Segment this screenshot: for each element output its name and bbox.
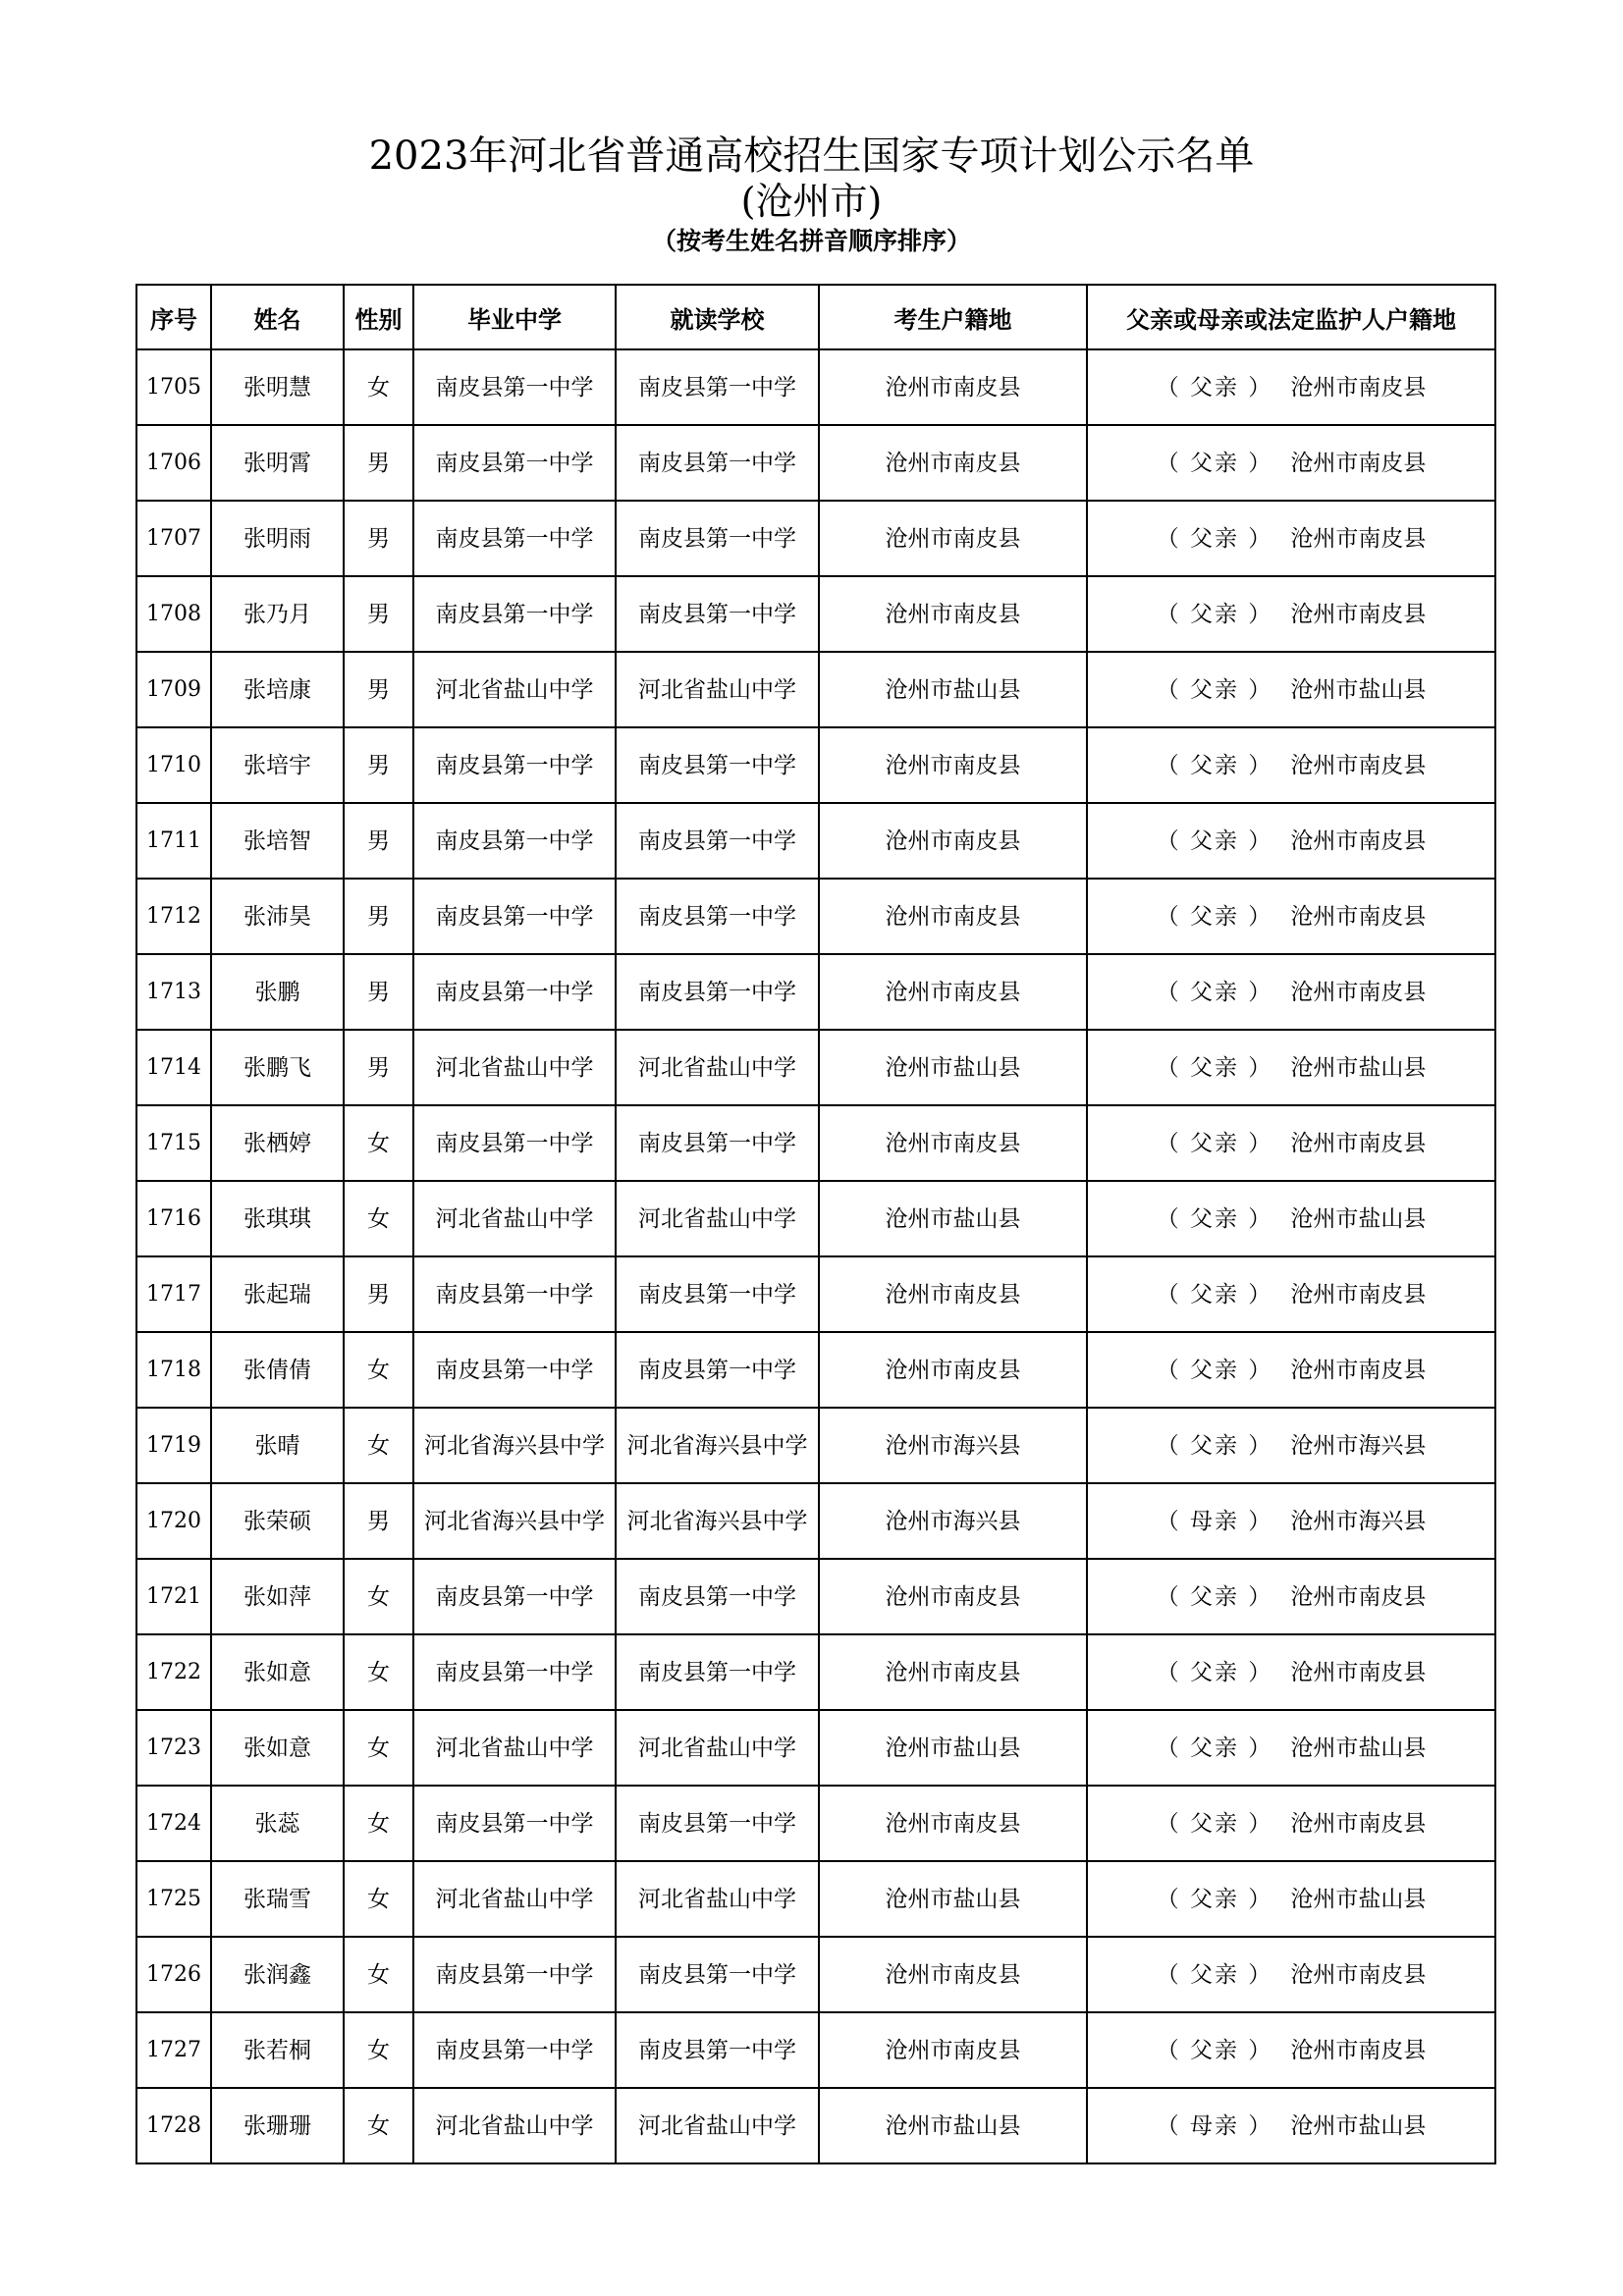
cell-name: 张倩倩	[211, 1332, 344, 1408]
cell-name: 张栖婷	[211, 1105, 344, 1181]
guardian-place: 沧州市南皮县	[1290, 450, 1427, 476]
cell-residence: 沧州市南皮县	[819, 879, 1087, 954]
cell-current-school: 南皮县第一中学	[616, 954, 819, 1030]
cell-residence: 沧州市南皮县	[819, 1559, 1087, 1634]
table-row	[136, 803, 1495, 879]
cell-residence: 沧州市南皮县	[819, 349, 1087, 425]
cell-current-school: 南皮县第一中学	[616, 501, 819, 576]
cell-guardian-residence	[1087, 954, 1495, 1030]
cell-name: 张明慧	[211, 349, 344, 425]
table-row	[136, 1937, 1495, 2012]
cell-name: 张如萍	[211, 1559, 344, 1634]
cell-residence: 沧州市南皮县	[819, 803, 1087, 879]
cell-grad-school: 南皮县第一中学	[413, 1332, 616, 1408]
cell-guardian-residence	[1087, 349, 1495, 425]
guardian-place: 沧州市海兴县	[1290, 1508, 1427, 1534]
guardian-place: 沧州市南皮县	[1290, 525, 1427, 552]
cell-grad-school: 南皮县第一中学	[413, 1256, 616, 1332]
cell-guardian-residence	[1087, 727, 1495, 803]
guardian-place: 沧州市南皮县	[1290, 1659, 1427, 1685]
table-row	[136, 1861, 1495, 1937]
cell-seq: 1724	[136, 1786, 211, 1861]
cell-current-school: 南皮县第一中学	[616, 879, 819, 954]
cell-seq: 1726	[136, 1937, 211, 2012]
cell-gender: 女	[344, 1710, 413, 1786]
cell-name: 张蕊	[211, 1786, 344, 1861]
cell-seq: 1711	[136, 803, 211, 879]
cell-current-school: 河北省盐山中学	[616, 652, 819, 727]
cell-guardian-residence	[1087, 879, 1495, 954]
cell-guardian-residence	[1087, 1861, 1495, 1937]
cell-guardian-residence	[1087, 1030, 1495, 1105]
table-row	[136, 954, 1495, 1030]
guardian-place: 沧州市南皮县	[1290, 2037, 1427, 2063]
cell-grad-school: 河北省盐山中学	[413, 1710, 616, 1786]
cell-gender: 男	[344, 652, 413, 727]
header-gender: 性别	[344, 285, 413, 349]
cell-gender: 男	[344, 727, 413, 803]
cell-gender: 女	[344, 1861, 413, 1937]
cell-guardian-residence	[1087, 576, 1495, 652]
cell-name: 张若桐	[211, 2012, 344, 2088]
table-row	[136, 727, 1495, 803]
cell-seq: 1708	[136, 576, 211, 652]
guardian-place: 沧州市南皮县	[1290, 1130, 1427, 1156]
cell-residence: 沧州市盐山县	[819, 1030, 1087, 1105]
cell-guardian-residence	[1087, 1408, 1495, 1483]
cell-name: 张鹏飞	[211, 1030, 344, 1105]
cell-current-school: 南皮县第一中学	[616, 803, 819, 879]
table-row	[136, 1105, 1495, 1181]
cell-residence: 沧州市盐山县	[819, 2088, 1087, 2163]
cell-guardian-residence	[1087, 1332, 1495, 1408]
cell-grad-school: 南皮县第一中学	[413, 1559, 616, 1634]
cell-grad-school: 南皮县第一中学	[413, 1786, 616, 1861]
header-current-school: 就读学校	[616, 285, 819, 349]
cell-residence: 沧州市盐山县	[819, 1710, 1087, 1786]
cell-grad-school: 南皮县第一中学	[413, 727, 616, 803]
cell-residence: 沧州市南皮县	[819, 425, 1087, 501]
cell-grad-school: 南皮县第一中学	[413, 1937, 616, 2012]
cell-current-school: 南皮县第一中学	[616, 1559, 819, 1634]
guardian-relation: （ 父亲 ）	[1156, 1810, 1273, 1837]
cell-gender: 女	[344, 2088, 413, 2163]
guardian-place: 沧州市盐山县	[1290, 676, 1427, 703]
cell-current-school: 南皮县第一中学	[616, 1105, 819, 1181]
table-row	[136, 1634, 1495, 1710]
cell-name: 张晴	[211, 1408, 344, 1483]
cell-current-school: 南皮县第一中学	[616, 1256, 819, 1332]
cell-guardian-residence	[1087, 1483, 1495, 1559]
cell-grad-school: 河北省盐山中学	[413, 1030, 616, 1105]
guardian-place: 沧州市南皮县	[1290, 828, 1427, 854]
guardian-place: 沧州市南皮县	[1290, 979, 1427, 1005]
cell-seq: 1721	[136, 1559, 211, 1634]
cell-current-school: 南皮县第一中学	[616, 727, 819, 803]
guardian-relation: （ 父亲 ）	[1156, 1281, 1273, 1308]
cell-seq: 1712	[136, 879, 211, 954]
cell-gender: 女	[344, 1408, 413, 1483]
cell-name: 张鹏	[211, 954, 344, 1030]
cell-seq: 1706	[136, 425, 211, 501]
guardian-place: 沧州市南皮县	[1290, 374, 1427, 400]
cell-seq: 1710	[136, 727, 211, 803]
cell-guardian-residence	[1087, 652, 1495, 727]
guardian-relation: （ 母亲 ）	[1156, 1508, 1273, 1534]
cell-name: 张如意	[211, 1634, 344, 1710]
cell-gender: 男	[344, 425, 413, 501]
cell-residence: 沧州市南皮县	[819, 1256, 1087, 1332]
cell-gender: 男	[344, 1256, 413, 1332]
cell-seq: 1720	[136, 1483, 211, 1559]
cell-residence: 沧州市南皮县	[819, 501, 1087, 576]
cell-residence: 沧州市南皮县	[819, 954, 1087, 1030]
cell-current-school: 河北省盐山中学	[616, 1710, 819, 1786]
cell-name: 张荣硕	[211, 1483, 344, 1559]
table-row	[136, 349, 1495, 425]
table-row	[136, 652, 1495, 727]
cell-grad-school: 南皮县第一中学	[413, 2012, 616, 2088]
cell-current-school: 河北省海兴县中学	[616, 1483, 819, 1559]
header-grad-school: 毕业中学	[413, 285, 616, 349]
guardian-relation: （ 父亲 ）	[1156, 1583, 1273, 1610]
cell-seq: 1717	[136, 1256, 211, 1332]
cell-current-school: 河北省盐山中学	[616, 1181, 819, 1256]
guardian-relation: （ 父亲 ）	[1156, 752, 1273, 778]
table-row	[136, 2088, 1495, 2163]
cell-guardian-residence	[1087, 425, 1495, 501]
cell-residence: 沧州市南皮县	[819, 1786, 1087, 1861]
cell-current-school: 南皮县第一中学	[616, 576, 819, 652]
cell-guardian-residence	[1087, 1786, 1495, 1861]
guardian-relation: （ 父亲 ）	[1156, 2037, 1273, 2063]
guardian-relation: （ 父亲 ）	[1156, 828, 1273, 854]
cell-guardian-residence	[1087, 1710, 1495, 1786]
table-row	[136, 879, 1495, 954]
table-row	[136, 1408, 1495, 1483]
cell-grad-school: 南皮县第一中学	[413, 576, 616, 652]
cell-grad-school: 河北省海兴县中学	[413, 1408, 616, 1483]
cell-seq: 1707	[136, 501, 211, 576]
cell-guardian-residence	[1087, 1181, 1495, 1256]
cell-name: 张明霄	[211, 425, 344, 501]
cell-gender: 男	[344, 879, 413, 954]
cell-current-school: 南皮县第一中学	[616, 1786, 819, 1861]
cell-gender: 男	[344, 501, 413, 576]
cell-grad-school: 南皮县第一中学	[413, 1105, 616, 1181]
cell-current-school: 南皮县第一中学	[616, 425, 819, 501]
cell-residence: 沧州市南皮县	[819, 1105, 1087, 1181]
cell-seq: 1705	[136, 349, 211, 425]
cell-name: 张培康	[211, 652, 344, 727]
guardian-relation: （ 父亲 ）	[1156, 450, 1273, 476]
document-title: 2023年河北省普通高校招生国家专项计划公示名单	[368, 133, 1255, 179]
header-seq: 序号	[136, 285, 211, 349]
table-row	[136, 1181, 1495, 1256]
cell-name: 张乃月	[211, 576, 344, 652]
guardian-relation: （ 父亲 ）	[1156, 1130, 1273, 1156]
cell-grad-school: 河北省海兴县中学	[413, 1483, 616, 1559]
cell-seq: 1719	[136, 1408, 211, 1483]
cell-gender: 女	[344, 1181, 413, 1256]
guardian-place: 沧州市海兴县	[1290, 1432, 1427, 1459]
table-row	[136, 425, 1495, 501]
cell-name: 张润鑫	[211, 1937, 344, 2012]
cell-current-school: 南皮县第一中学	[616, 1937, 819, 2012]
cell-seq: 1715	[136, 1105, 211, 1181]
cell-residence: 沧州市海兴县	[819, 1408, 1087, 1483]
table-row	[136, 1332, 1495, 1408]
cell-current-school: 河北省盐山中学	[616, 1861, 819, 1937]
cell-gender: 男	[344, 954, 413, 1030]
guardian-relation: （ 父亲 ）	[1156, 903, 1273, 930]
cell-grad-school: 南皮县第一中学	[413, 879, 616, 954]
cell-current-school: 河北省盐山中学	[616, 1030, 819, 1105]
cell-guardian-residence	[1087, 1559, 1495, 1634]
cell-name: 张珊珊	[211, 2088, 344, 2163]
guardian-relation: （ 父亲 ）	[1156, 1054, 1273, 1081]
guardian-place: 沧州市南皮县	[1290, 752, 1427, 778]
cell-residence: 沧州市盐山县	[819, 1861, 1087, 1937]
cell-grad-school: 河北省盐山中学	[413, 652, 616, 727]
cell-guardian-residence	[1087, 1256, 1495, 1332]
cell-name: 张培智	[211, 803, 344, 879]
cell-grad-school: 南皮县第一中学	[413, 954, 616, 1030]
guardian-relation: （ 母亲 ）	[1156, 2112, 1273, 2139]
cell-gender: 女	[344, 1105, 413, 1181]
cell-current-school: 南皮县第一中学	[616, 2012, 819, 2088]
cell-seq: 1723	[136, 1710, 211, 1786]
guardian-place: 沧州市盐山县	[1290, 1735, 1427, 1761]
cell-current-school: 南皮县第一中学	[616, 1332, 819, 1408]
cell-guardian-residence	[1087, 1634, 1495, 1710]
cell-residence: 沧州市南皮县	[819, 1937, 1087, 2012]
cell-residence: 沧州市盐山县	[819, 652, 1087, 727]
header-residence: 考生户籍地	[819, 285, 1087, 349]
guardian-place: 沧州市盐山县	[1290, 1205, 1427, 1232]
cell-name: 张明雨	[211, 501, 344, 576]
cell-gender: 女	[344, 2012, 413, 2088]
cell-name: 张培宇	[211, 727, 344, 803]
cell-residence: 沧州市南皮县	[819, 1634, 1087, 1710]
guardian-relation: （ 父亲 ）	[1156, 1961, 1273, 1988]
cell-seq: 1728	[136, 2088, 211, 2163]
cell-grad-school: 南皮县第一中学	[413, 803, 616, 879]
cell-guardian-residence	[1087, 1937, 1495, 2012]
cell-seq: 1716	[136, 1181, 211, 1256]
roster-table	[135, 284, 1496, 2164]
guardian-relation: （ 父亲 ）	[1156, 1659, 1273, 1685]
guardian-relation: （ 父亲 ）	[1156, 1735, 1273, 1761]
table-row	[136, 1559, 1495, 1634]
cell-seq: 1727	[136, 2012, 211, 2088]
cell-current-school: 南皮县第一中学	[616, 349, 819, 425]
cell-gender: 女	[344, 1634, 413, 1710]
guardian-relation: （ 父亲 ）	[1156, 676, 1273, 703]
document-subtitle: (沧州市)	[740, 180, 883, 223]
table-row	[136, 1710, 1495, 1786]
cell-gender: 男	[344, 576, 413, 652]
guardian-relation: （ 父亲 ）	[1156, 1205, 1273, 1232]
table-row	[136, 501, 1495, 576]
cell-name: 张起瑞	[211, 1256, 344, 1332]
guardian-place: 沧州市南皮县	[1290, 1810, 1427, 1837]
guardian-relation: （ 父亲 ）	[1156, 1886, 1273, 1912]
guardian-place: 沧州市南皮县	[1290, 1357, 1427, 1383]
table-row	[136, 2012, 1495, 2088]
cell-gender: 女	[344, 1937, 413, 2012]
cell-current-school: 河北省盐山中学	[616, 2088, 819, 2163]
table-row	[136, 1256, 1495, 1332]
table-row	[136, 1483, 1495, 1559]
cell-name: 张琪琪	[211, 1181, 344, 1256]
header-name: 姓名	[211, 285, 344, 349]
cell-gender: 女	[344, 1559, 413, 1634]
table-row	[136, 1030, 1495, 1105]
cell-residence: 沧州市南皮县	[819, 727, 1087, 803]
header-guardian-residence: 父亲或母亲或法定监护人户籍地	[1087, 285, 1495, 349]
cell-residence: 沧州市南皮县	[819, 2012, 1087, 2088]
cell-residence: 沧州市盐山县	[819, 1181, 1087, 1256]
cell-name: 张沛昊	[211, 879, 344, 954]
cell-grad-school: 南皮县第一中学	[413, 349, 616, 425]
cell-seq: 1709	[136, 652, 211, 727]
cell-name: 张瑞雪	[211, 1861, 344, 1937]
cell-grad-school: 南皮县第一中学	[413, 501, 616, 576]
cell-current-school: 河北省海兴县中学	[616, 1408, 819, 1483]
cell-grad-school: 河北省盐山中学	[413, 1861, 616, 1937]
cell-gender: 女	[344, 1332, 413, 1408]
guardian-place: 沧州市南皮县	[1290, 903, 1427, 930]
guardian-relation: （ 父亲 ）	[1156, 601, 1273, 627]
cell-residence: 沧州市海兴县	[819, 1483, 1087, 1559]
cell-name: 张如意	[211, 1710, 344, 1786]
guardian-place: 沧州市南皮县	[1290, 1583, 1427, 1610]
guardian-place: 沧州市盐山县	[1290, 2112, 1427, 2139]
cell-seq: 1718	[136, 1332, 211, 1408]
cell-guardian-residence	[1087, 2012, 1495, 2088]
guardian-relation: （ 父亲 ）	[1156, 525, 1273, 552]
cell-guardian-residence	[1087, 2088, 1495, 2163]
sort-note: （按考生姓名拼音顺序排序）	[651, 227, 971, 255]
guardian-relation: （ 父亲 ）	[1156, 1357, 1273, 1383]
cell-guardian-residence	[1087, 501, 1495, 576]
cell-residence: 沧州市南皮县	[819, 576, 1087, 652]
guardian-place: 沧州市南皮县	[1290, 1281, 1427, 1308]
cell-residence: 沧州市南皮县	[819, 1332, 1087, 1408]
guardian-place: 沧州市盐山县	[1290, 1886, 1427, 1912]
table-header-row	[136, 285, 1495, 349]
cell-seq: 1725	[136, 1861, 211, 1937]
cell-guardian-residence	[1087, 1105, 1495, 1181]
cell-grad-school: 南皮县第一中学	[413, 1634, 616, 1710]
cell-current-school: 南皮县第一中学	[616, 1634, 819, 1710]
cell-guardian-residence	[1087, 803, 1495, 879]
guardian-place: 沧州市盐山县	[1290, 1054, 1427, 1081]
table-row	[136, 576, 1495, 652]
cell-seq: 1714	[136, 1030, 211, 1105]
cell-gender: 男	[344, 1483, 413, 1559]
cell-gender: 男	[344, 1030, 413, 1105]
cell-grad-school: 南皮县第一中学	[413, 425, 616, 501]
cell-seq: 1713	[136, 954, 211, 1030]
guardian-relation: （ 父亲 ）	[1156, 1432, 1273, 1459]
cell-gender: 男	[344, 803, 413, 879]
cell-grad-school: 河北省盐山中学	[413, 2088, 616, 2163]
cell-gender: 女	[344, 349, 413, 425]
cell-seq: 1722	[136, 1634, 211, 1710]
guardian-place: 沧州市南皮县	[1290, 601, 1427, 627]
guardian-place: 沧州市南皮县	[1290, 1961, 1427, 1988]
cell-grad-school: 河北省盐山中学	[413, 1181, 616, 1256]
guardian-relation: （ 父亲 ）	[1156, 979, 1273, 1005]
table-row	[136, 1786, 1495, 1861]
guardian-relation: （ 父亲 ）	[1156, 374, 1273, 400]
cell-gender: 女	[344, 1786, 413, 1861]
